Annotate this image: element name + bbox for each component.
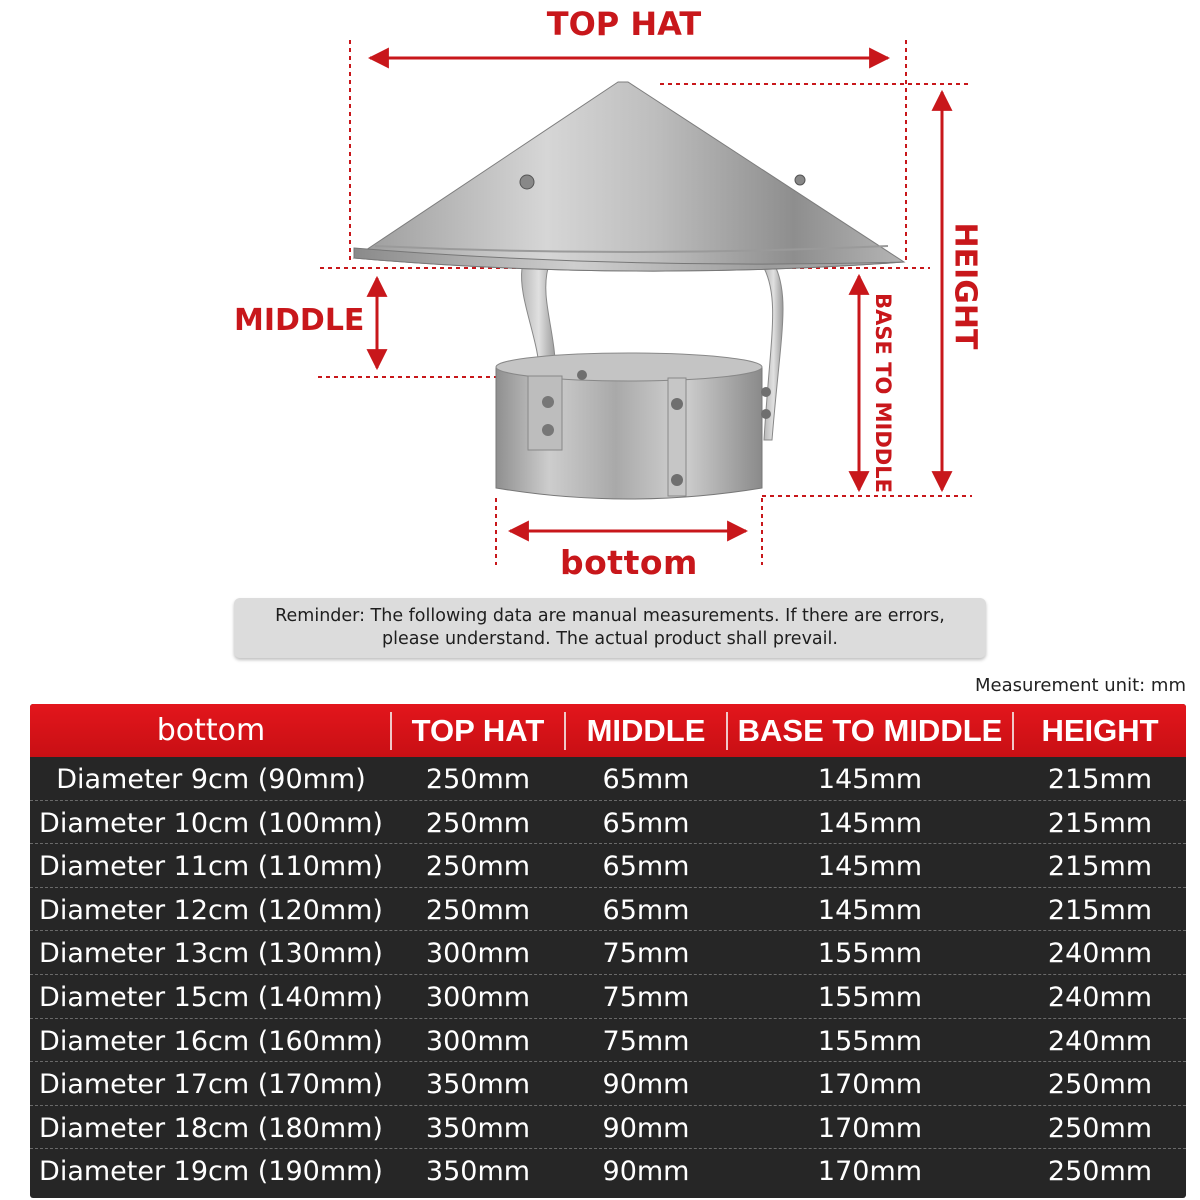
rivet-icon: [795, 175, 805, 185]
table-row: [30, 888, 1186, 932]
cell-height: 240mm: [1047, 1025, 1153, 1057]
cell-middle: 75mm: [602, 1025, 690, 1057]
cell-top-hat: 350mm: [425, 1069, 531, 1101]
table-row: [30, 975, 1186, 1019]
reminder-box: [234, 598, 986, 658]
bolt-icon: [671, 398, 683, 410]
table-row: [30, 931, 1186, 975]
cell-height: 250mm: [1047, 1069, 1153, 1101]
cell-middle: 90mm: [602, 1069, 690, 1101]
cell-base-to-middle: 145mm: [817, 807, 923, 839]
header-top-hat: TOP HAT: [411, 713, 545, 748]
cell-base-to-middle: 155mm: [817, 938, 923, 970]
cell-bottom: Diameter 12cm (120mm): [39, 894, 383, 926]
cell-middle: 90mm: [602, 1156, 690, 1188]
table-header: [30, 704, 1186, 757]
cell-bottom: Diameter 10cm (100mm): [39, 807, 383, 839]
cell-middle: 75mm: [602, 981, 690, 1013]
cell-bottom: Diameter 16cm (160mm): [39, 1025, 383, 1057]
bolt-icon: [577, 370, 587, 380]
cell-middle: 75mm: [602, 938, 690, 970]
table-row: [30, 1149, 1186, 1193]
cone-hat: [354, 82, 904, 271]
rivet-icon: [520, 175, 534, 189]
header-bottom: bottom: [156, 713, 266, 748]
height-label: HEIGHT: [947, 222, 983, 350]
cell-middle: 65mm: [602, 894, 690, 926]
table-body: [30, 757, 1186, 1193]
cell-base-to-middle: 155mm: [817, 981, 923, 1013]
cell-top-hat: 350mm: [425, 1112, 531, 1144]
table-row: [30, 1062, 1186, 1106]
cell-top-hat: 250mm: [425, 894, 531, 926]
table-row: [30, 1019, 1186, 1063]
cell-base-to-middle: 170mm: [817, 1069, 923, 1101]
bolt-icon: [671, 474, 683, 486]
cell-base-to-middle: 170mm: [817, 1112, 923, 1144]
cell-base-to-middle: 145mm: [817, 851, 923, 883]
cell-height: 240mm: [1047, 981, 1153, 1013]
cell-top-hat: 250mm: [425, 807, 531, 839]
header-height: HEIGHT: [1041, 713, 1159, 748]
cell-bottom: Diameter 15cm (140mm): [39, 981, 383, 1013]
cell-bottom: Diameter 9cm (90mm): [56, 764, 366, 795]
cell-height: 215mm: [1047, 851, 1153, 883]
cell-bottom: Diameter 18cm (180mm): [39, 1112, 383, 1144]
cell-bottom: Diameter 17cm (170mm): [39, 1069, 383, 1101]
cell-height: 240mm: [1047, 938, 1153, 970]
left-bracket: [528, 376, 562, 450]
table-row: [30, 1106, 1186, 1150]
cell-base-to-middle: 170mm: [817, 1156, 923, 1188]
cell-bottom: Diameter 11cm (110mm): [39, 851, 383, 883]
cell-base-to-middle: 145mm: [817, 764, 923, 795]
cell-top-hat: 350mm: [425, 1156, 531, 1188]
cell-top-hat: 300mm: [425, 938, 531, 970]
cell-top-hat: 300mm: [425, 1025, 531, 1057]
header-base-to-middle: BASE TO MIDDLE: [737, 713, 1003, 748]
middle-label: MIDDLE: [234, 303, 365, 338]
table-row: [30, 801, 1186, 845]
cell-middle: 65mm: [602, 764, 690, 795]
cell-height: 215mm: [1047, 764, 1153, 795]
size-table: [30, 704, 1186, 1198]
bottom-label: bottom: [560, 543, 698, 582]
cell-middle: 65mm: [602, 807, 690, 839]
bolt-icon: [761, 409, 771, 419]
table-row: [30, 844, 1186, 888]
bolt-icon: [761, 387, 771, 397]
reminder-line-1: Reminder: The following data are manual measurements. If there are errors,: [275, 606, 945, 626]
cell-middle: 90mm: [602, 1112, 690, 1144]
header-middle: MIDDLE: [586, 713, 706, 748]
reminder-line-2: please understand. The actual product shall prevail.: [382, 629, 838, 649]
cell-middle: 65mm: [602, 851, 690, 883]
cell-height: 250mm: [1047, 1112, 1153, 1144]
table-row: [30, 757, 1186, 801]
cell-top-hat: 250mm: [425, 764, 531, 795]
cell-height: 250mm: [1047, 1156, 1153, 1188]
base-to-middle-label: BASE TO MIDDLE: [871, 293, 895, 493]
top-hat-label: TOP HAT: [546, 5, 702, 43]
cell-bottom: Diameter 13cm (130mm): [39, 938, 383, 970]
cell-base-to-middle: 145mm: [817, 894, 923, 926]
cell-height: 215mm: [1047, 894, 1153, 926]
cell-top-hat: 300mm: [425, 981, 531, 1013]
bolt-icon: [542, 424, 554, 436]
cell-top-hat: 250mm: [425, 851, 531, 883]
measurement-unit-note: Measurement unit: mm: [974, 675, 1186, 696]
bolt-icon: [542, 396, 554, 408]
cell-height: 215mm: [1047, 807, 1153, 839]
cell-base-to-middle: 155mm: [817, 1025, 923, 1057]
cell-bottom: Diameter 19cm (190mm): [39, 1156, 383, 1188]
